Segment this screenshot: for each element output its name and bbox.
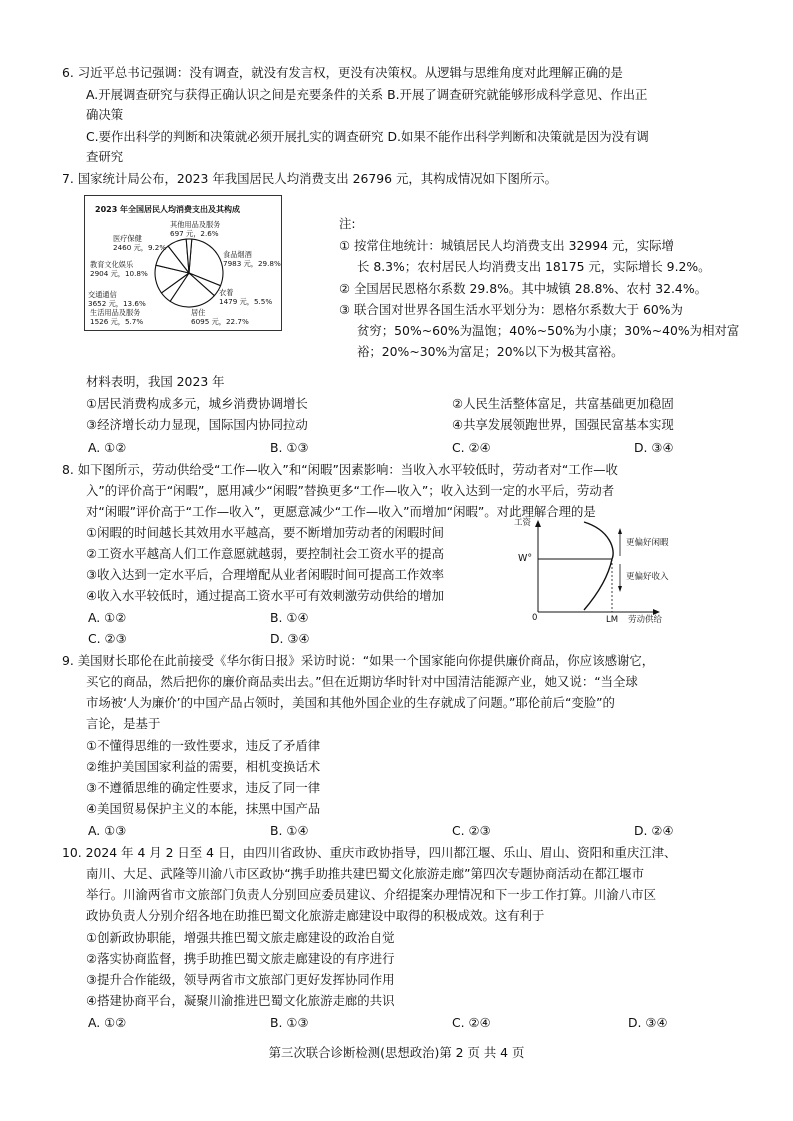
q9-option-2: ②维护美国国家利益的需要，相机变换话术 (86, 759, 321, 774)
label-other: 其他用品及服务 697 元，2.6% (170, 220, 221, 238)
q9-option-4: ④美国贸易保护主义的本能，抹黑中国产品 (86, 801, 321, 816)
q6-stem: 6. 习近平总书记强调：没有调查，就没有发言权，更没有决策权。从逻辑与思维角度对此理解正确的是 (62, 65, 623, 80)
label-medical: 医疗保健 2460 元，9.2% (113, 234, 167, 252)
q7-material: 材料表明，我国 2023 年 (86, 374, 225, 389)
q9-option-1: ①不懂得思维的一致性要求，违反了矛盾律 (86, 738, 321, 753)
q9-stem-1: 9. 美国财长耶伦在此前接受《华尔街日报》采访时说：“如果一个国家能向你提供廉价商品，你应该感谢它， (62, 653, 655, 668)
q9-choice-a: A. ①③ (88, 823, 127, 838)
q9-stem-4: 言论，是基于 (86, 716, 161, 731)
q6-option-d-cont: 查研究 (86, 149, 124, 164)
q8-choice-b: B. ①④ (270, 610, 309, 625)
q6-option-b-cont: 确决策 (86, 107, 124, 122)
q8-option-2: ②工资水平越高人们工作意愿就越弱，要控制社会工资水平的提高 (86, 546, 445, 561)
q9-stem-2: 买它的商品，然后把你的廉价商品卖出去。”但在近期访华时针对中国清洁能源产业，她又说：“当全球 (86, 674, 638, 689)
q8-choice-d: D. ③④ (270, 631, 310, 646)
consumption-pie-chart (84, 195, 282, 331)
q10-choice-c: C. ②④ (452, 1015, 491, 1030)
q10-choice-a: A. ①② (88, 1015, 127, 1030)
note-title: 注: (339, 216, 356, 231)
note-3a: ③ 联合国对世界各国生活水平划分为：恩格尔系数大于 60%为 (339, 302, 683, 317)
q10-option-4: ④搭建协商平台，凝聚川渝推进巴蜀文化旅游走廊的共识 (86, 993, 395, 1008)
q9-stem-3: 市场被‘人为廉价’的中国产品占领时，美国和其他外国企业的生存就成了问题。”耶伦前后“变脸”的 (86, 695, 615, 710)
q8-option-1: ①闲暇的时间越长其效用水平越高，要不断增加劳动者的闲暇时间 (86, 525, 445, 540)
q8-option-3: ③收入达到一定水平后，合理增配从业者闲暇时间可提高工作效率 (86, 567, 445, 582)
q8-choice-c: C. ②③ (88, 631, 127, 646)
note-1a: ① 按常住地统计：城镇居民人均消费支出 32994 元，实际增 (339, 238, 674, 253)
q9-choice-b: B. ①④ (270, 823, 309, 838)
q7-option-3: ③经济增长动力显现，国际国内协同拉动 (86, 417, 308, 432)
x-axis-label: 劳动供给 (628, 615, 663, 625)
q8-stem-2: 入”的评价高于“闲暇”，愿用减少“闲暇”替换更多“工作—收入”；收入达到一定的水平后，劳动者 (86, 483, 615, 498)
q10-option-3: ③提升合作能级，领导两省市文旅部门更好发挥协同作用 (86, 972, 395, 987)
q10-choice-d: D. ③④ (628, 1015, 668, 1030)
q8-option-4: ④收入水平较低时，通过提高工资水平可有效刺激劳动供给的增加 (86, 588, 445, 603)
chart-title: 2023 年全国居民人均消费支出及其构成 (95, 205, 241, 214)
note-3c: 裕；20%~30%为富足；20%以下为极其富裕。 (357, 344, 624, 359)
q10-choice-b: B. ①③ (270, 1015, 309, 1030)
labor-supply-graph (514, 516, 669, 626)
q7-choice-d: D. ③④ (634, 440, 674, 455)
q8-stem-3: 对“闲暇”评价高于“工作—收入”，更愿意减少“工作—收入”而增加“闲暇”。对此理解合理的是 (86, 504, 596, 519)
q6-option-cd: C.要作出科学的判断和决策就必须开展扎实的调查研究 D.如果不能作出科学判断和决策就是因为没有调 (86, 129, 649, 144)
origin-label: 0 (532, 613, 538, 623)
label-daily: 生活用品及服务 1526 元，5.7% (90, 308, 144, 326)
q7-option-4: ④共享发展领跑世界，国强民富基本实现 (452, 417, 674, 432)
q10-stem-3: 举行。川渝两省市文旅部门负责人分别回应委员建议、介绍提案办理情况和下一步工作打算。川渝八市区 (86, 887, 656, 902)
q10-option-1: ①创新政协职能，增强共推巴蜀文旅走廊建设的政治自觉 (86, 930, 395, 945)
note-1b: 长 8.3%；农村居民人均消费支出 18175 元，实际增长 9.2%。 (357, 259, 711, 274)
label-transport: 交通通信 3652 元，13.6% (88, 290, 146, 308)
q10-stem-1: 10. 2024 年 4 月 2 日至 4 日，由四川省政协、重庆市政协指导，四川都江堰、乐山、眉山、资阳和重庆江津、 (62, 845, 677, 860)
q10-stem-4: 政协负责人分别介绍各地在助推巴蜀文化旅游走廊建设中取得的积极成效。这有利于 (86, 908, 545, 923)
q7-choice-b: B. ①③ (270, 440, 309, 455)
note-3b: 贫穷；50%~60%为温饱；40%~50%为小康；30%~40%为相对富 (357, 323, 740, 338)
lm-label: LM (606, 615, 619, 625)
q7-stem: 7. 国家统计局公布，2023 年我国居民人均消费支出 26796 元，其构成情况如下图所示。 (62, 171, 558, 186)
note-2: ② 全国居民恩格尔系数 29.8%。其中城镇 28.8%、农村 32.4%。 (339, 281, 707, 296)
page-footer: 第三次联合诊断检测(思想政治)第 2 页 共 4 页 (268, 1045, 525, 1060)
income-label: 更偏好收入 (626, 572, 669, 582)
w0-label: W° (518, 553, 533, 564)
label-education: 教育文化娱乐 2904 元，10.8% (90, 260, 148, 278)
q8-stem-1: 8. 如下图所示，劳动供给受“工作—收入”和“闲暇”因素影响：当收入水平较低时，劳动者对“工作—收 (62, 462, 618, 477)
y-axis-label: 工资 (514, 518, 532, 528)
q7-choice-c: C. ②④ (452, 440, 491, 455)
label-housing: 居住 6095 元，22.7% (191, 308, 249, 326)
q7-option-2: ②人民生活整体富足，共富基础更加稳固 (452, 396, 674, 411)
q6-option-ab: A.开展调查研究与获得正确认识之间是充要条件的关系 B.开展了调查研究就能够形成科学意见、作出正 (86, 87, 648, 102)
q10-option-2: ②落实协商监督，携手助推巴蜀文旅走廊建设的有序进行 (86, 951, 395, 966)
q9-choice-d: D. ②④ (634, 823, 674, 838)
label-clothing: 衣着 1479 元，5.5% (219, 288, 273, 306)
q9-option-3: ③不遵循思维的确定性要求，违反了同一律 (86, 780, 321, 795)
q7-choice-a: A. ①② (88, 440, 127, 455)
q10-stem-2: 南川、大足、武隆等川渝八市区政协“携手助推共建巴蜀文化旅游走廊”第四次专题协商活动在都江堰市 (86, 866, 645, 881)
q7-option-1: ①居民消费构成多元，城乡消费协调增长 (86, 396, 308, 411)
q8-choice-a: A. ①② (88, 610, 127, 625)
leisure-label: 更偏好闲暇 (626, 538, 669, 548)
q9-choice-c: C. ②③ (452, 823, 491, 838)
label-food: 食品烟酒 7983 元，29.8% (223, 250, 281, 268)
